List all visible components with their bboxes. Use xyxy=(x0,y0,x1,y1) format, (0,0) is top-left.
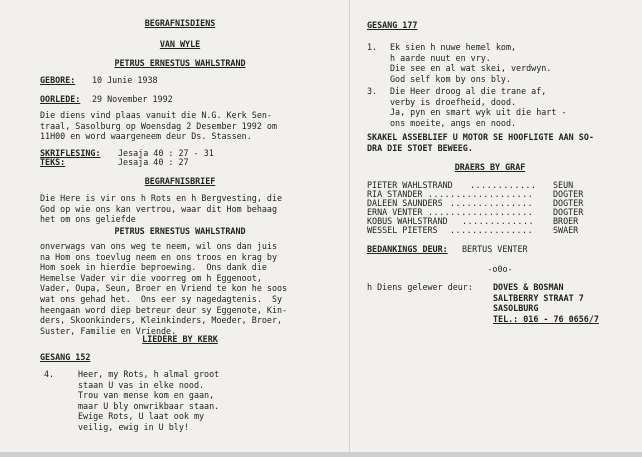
letter-line: wat ons gehad het. Ons eer sy nagedagtenis. Sy xyxy=(40,293,283,304)
verse-line: Die see en al wat skei, verdwyn. xyxy=(390,63,552,74)
bearers-heading: DRAERS BY GRAF xyxy=(454,162,526,172)
verse-number: 3. xyxy=(367,86,378,96)
deceased-name-repeat: PETRUS ERNESTUS WAHLSTRAND xyxy=(114,226,246,236)
service-paragraph xyxy=(40,110,277,142)
service-line: 11H00 en word waargeneem deur Ds. Stassen. xyxy=(40,131,252,142)
bearer-name: ERNA VENTER xyxy=(367,207,423,217)
verse-4-lines xyxy=(78,369,219,433)
bearer-relation: SWAER xyxy=(553,225,579,235)
bearer-dots: ............. xyxy=(462,216,535,226)
letter-line: God op wie ons kan vertrou, waar dit Hom behaag xyxy=(40,203,277,214)
verse-1-lines xyxy=(390,42,551,84)
died-date: 29 November 1992 xyxy=(92,94,173,104)
bearer-dots: ................... xyxy=(428,207,534,217)
letter-paragraph xyxy=(40,193,282,225)
verse-line: Ek sien h nuwe hemel kom, xyxy=(390,42,517,52)
born-label: GEBORE: xyxy=(40,75,76,85)
verse-line: Trou van mense kom en gaan, xyxy=(78,390,215,401)
bearer-dots: ................... xyxy=(428,189,534,199)
deceased-name: PETRUS ERNESTUS WAHLSTRAND xyxy=(114,58,246,68)
scripture-label: SKRIFLESING: xyxy=(40,148,101,158)
bearer-name: DALEEN SAUNDERS xyxy=(367,198,443,208)
verse-line: maar U bly onwrikbaar staan. xyxy=(78,400,220,411)
service-line: Die diens vind plaas vanuit die N.G. Kerk Sen- xyxy=(40,110,272,120)
letter-line: Hemelse Vader vir die voorreg om h Eggenoot, xyxy=(40,272,262,283)
verse-line: verby is droefheid, dood. xyxy=(390,96,517,107)
scripture-value: Jesaja 40 : 27 - 31 xyxy=(118,148,214,158)
address-line: SALTBERRY STRAAT 7 xyxy=(493,292,584,303)
verse-line: Die Heer droog al die trane af, xyxy=(390,86,547,96)
service-provider-label: h Diens gelewer deur: xyxy=(367,282,473,292)
ornament: -o0o- xyxy=(487,264,513,274)
letter-paragraph-2 xyxy=(40,241,287,336)
address-line: DOVES & BOSMAN xyxy=(493,282,564,292)
bearer-dots: ............... xyxy=(450,198,534,208)
service-line: traal, Sasolburg op Woensdag 2 Desember 1992 om xyxy=(40,120,277,131)
notice-line: SKAKEL ASSEBLIEF U MOTOR SE HOOFLIGTE AAN SO- xyxy=(367,132,594,142)
thanks-name: BERTUS VENTER xyxy=(462,244,528,254)
gesang-177-heading: GESANG 177 xyxy=(367,20,418,30)
verse-number: 1. xyxy=(367,42,378,52)
address-line: SASOLBURG xyxy=(493,303,539,314)
verse-line: h aarde nuut en vry. xyxy=(390,52,491,63)
van-wyle-heading: VAN WYLE xyxy=(159,39,201,49)
headlights-notice xyxy=(367,132,594,153)
bearer-name: KOBUS WAHLSTRAND xyxy=(367,216,448,226)
born-date: 10 Junie 1938 xyxy=(92,75,158,85)
bearer-relation: DOGTER xyxy=(553,198,584,208)
bearer-relation: SEUN xyxy=(553,180,574,190)
funeral-home-address xyxy=(493,282,584,314)
letter-line: heengaan word diep betreur deur sy Eggenote, Kin- xyxy=(40,304,288,315)
letter-line: onverwags van ons weg te neem, wil ons dan juis xyxy=(40,241,277,251)
letter-heading: BEGRAFNISBRIEF xyxy=(144,176,216,186)
verse-line: Ja, pyn en smart wyk uit die hart - xyxy=(390,107,567,118)
letter-line: Die Here is vir ons h Rots en h Bergvesting, die xyxy=(40,193,283,203)
bearer-name: PIETER WAHLSTRAND xyxy=(367,180,453,190)
funeral-home-telephone: TEL.: 016 - 76 0656/7 xyxy=(493,314,599,324)
verse-line: God self kom by ons bly. xyxy=(390,73,512,84)
gesang-152-heading: GESANG 152 xyxy=(40,352,91,362)
bearer-dots: ............ xyxy=(470,180,537,190)
bearer-name: WESSEL PIETERS xyxy=(367,225,438,235)
thanks-label: BEDANKINGS DEUR: xyxy=(367,244,448,254)
letter-line: het om ons geliefde xyxy=(40,214,136,225)
text-value: Jesaja 40 : 27 xyxy=(118,157,189,167)
letter-line: na Hom ons toevlug neem en ons troos en krag by xyxy=(40,251,277,262)
letter-line: Suster, Familie en Vriende. xyxy=(40,325,177,336)
bearer-name: RIA STANDER xyxy=(367,189,423,199)
verse-line: staan U vas in elke nood. xyxy=(78,379,205,390)
verse-3-lines xyxy=(390,86,566,128)
scan-bottom-edge xyxy=(0,452,642,457)
text-label: TEKS: xyxy=(40,157,66,167)
verse-line: Heer, my Rots, h almal groot xyxy=(78,369,220,379)
bearer-dots: ............... xyxy=(450,225,534,235)
letter-line: Hom soek in hierdie beproewing. Ons dank die xyxy=(40,262,267,273)
notice-line: DRA DIE STOET BEWEEG. xyxy=(367,142,473,153)
bearer-relation: DOGTER xyxy=(553,189,584,199)
letter-line: Vader, Oupa, Seun, Broer en Vriend te kon he soos xyxy=(40,283,288,294)
program-heading: BEGRAFNISDIENS xyxy=(144,18,216,28)
page-fold xyxy=(349,0,350,452)
letter-line: ders, Skoonkinders, Kleinkinders, Moeder, Broer, xyxy=(40,315,283,326)
verse-line: Ewige Rots, U laat ook my xyxy=(78,411,205,422)
songs-heading: LIEDERE BY KERK xyxy=(142,334,218,344)
verse-line: veilig, ewig in U bly! xyxy=(78,421,189,432)
verse-number: 4. xyxy=(44,369,55,379)
died-label: OORLEDE: xyxy=(40,94,81,104)
bearer-relation: BROER xyxy=(553,216,579,226)
bearer-relation: DOGTER xyxy=(553,207,584,217)
verse-line: ons moeite, angs en nood. xyxy=(390,117,517,128)
